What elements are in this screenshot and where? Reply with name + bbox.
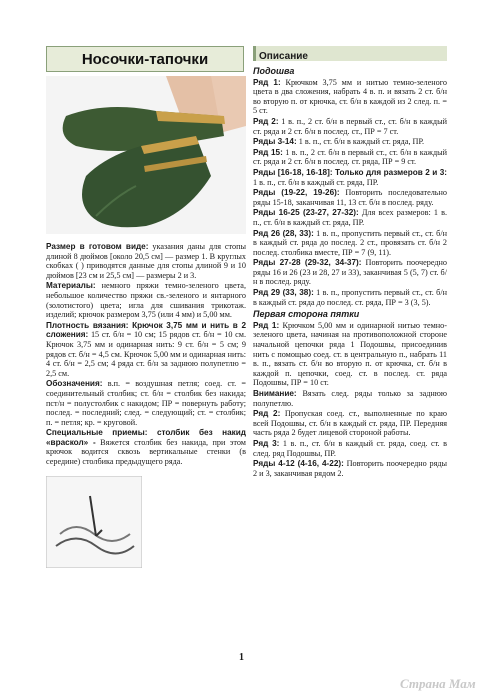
stitch-diagram [46, 476, 142, 568]
heel-row-item: Внимание: Вязать след. ряды только за заднюю полупетлю. [253, 389, 447, 408]
para-abbreviations: Обозначения: в.п. = воздушная петля; соед. ст. = соединительный столбик; ст. б/н = столбик без накида; пст/н = полустолбик с накидом; ПР = повернуть работу; послед. = последний; след. = следующий; ст. = столбик; п. = петля; кр. = круговой. [46, 379, 246, 427]
heel-row-item: Ряд 1: Крючком 5,00 мм и одинарной нитью темно-зеленого цвета, начиная на противоположной стороне начальной цепочки ряда 1 Подошвы, присоединив нить с помощью соед. ст. в центральную п., набрать 11 в. п., вязать ст. б/н во вторую п. от крючка, ст. б/н в каждой п. цепочки, соед. ст. в послед. ст. ряда Подошвы, ПР = 10 ст. [253, 320, 447, 388]
para-special: Специальные приемы: столбик без накид «враскол» - Вяжется столбик без накида, при этом крючок водится сквозь вертикальные стенки (в середине) столбика предыдущего ряда. [46, 428, 246, 467]
row-item: Ряд 15: 1 в. п., 2 ст. б/н в первый ст., ст. б/н в каждый ст. ряда и 2 ст. б/н в послед. ст. ряда, ПР = 9 ст. [253, 147, 447, 167]
right-column [253, 46, 447, 479]
left-column [46, 46, 246, 573]
right-text [253, 67, 447, 478]
subheading-sole: Подошва [253, 66, 295, 76]
row-item: Ряды 3-14: 1 в. п., ст. б/н в каждый ст. ряда, ПР. [253, 137, 425, 147]
row-item: Ряд 26 (28, 33): 1 в. п., пропустить первый ст., ст. б/н в каждый ст. ряда до послед. 2 ст., провязать ст. б/н 2 послед. столбика вместе, ПР = 7 (9, 11). [253, 228, 447, 257]
heel-row-item: Ряд 3: 1 в. п., ст. б/н в каждый ст. ряда, соед. ст. в след. ряд Подошвы, ПР. [253, 438, 447, 458]
watermark-logo: Страна Мам [400, 676, 476, 691]
left-text [46, 242, 246, 467]
row-item: Ряды 16-25 (23-27, 27-32): Для всех размеров: 1 в. п., ст. б/н в каждый ст. ряда, ПР. [253, 208, 448, 227]
para-materials: Материалы: немного пряжи темно-зеленого цвета, небольшое количество пряжи св.-зеленого и янтарного (золотистого) цвета; игла для сшивания трикотаж. изделий; крючок размером 3,75 (или 4 мм) и 5,00 мм. [46, 281, 246, 320]
row-item: Ряд 2: 1 в. п., 2 ст. б/н в первый ст., ст. б/н в каждый ст. ряда и 2 ст. б/н в послед. ст., ПР = 7 ст. [253, 116, 447, 136]
row-item: Ряды [16-18, 16-18]: Только для размеров 2 и 3: 1 в. п., ст. б/н в каждый ст. ряда, ПР. [253, 167, 447, 187]
row-item: Ряды 27-28 (29-32, 34-37): Повторить поочередно ряды 16 и 26 (23 и 28, 27 и 33), заканчивая 5 (5, 7) ст. б/н в послед. ряду. [253, 258, 448, 287]
title-box [46, 46, 244, 72]
section-header: Описание [253, 46, 447, 61]
page-title: Носочки-тапочки [81, 50, 209, 68]
subheading-heel: Первая сторона пятки [253, 309, 360, 320]
heel-row-item: Ряды 4-12 (4-16, 4-22): Повторить поочередно ряды 2 и 3, заканчивая рядом 2. [253, 459, 448, 478]
socks-illustration [46, 76, 246, 234]
row-item: Ряды (19-22, 19-26): Повторить последовательно ряды 15-18, заканчивая 11, 13 ст. б/н в послед. ряду. [253, 188, 447, 207]
para-size: Размер в готовом виде: указания даны для стопы длиной 8 дюймов [около 20,5 см] — размер 1. В круглых скобках ( ) приводятся данные для стопы длиной 9 и 10 дюймов [23 см и 25,5 см] — размеры 2 и 3. [46, 242, 247, 280]
para-gauge: Плотность вязания: Крючок 3,75 мм и нить в 2 сложения: 15 ст. б/н = 10 см; 15 рядов ст. б/н = 10 см. Крючок 3,75 мм и одинарная нить: 9 ст. б/н = 5 см; 9 рядов ст. б/н = 4,5 см. Крючок 5,00 мм и одинарная нить: 4 ст. б/н = 2,5 см; 4 ряда ст. б/н за заднюю полупетлю = 2,5 см. [46, 320, 246, 378]
page-number: 1 [239, 652, 244, 663]
heel-row-item: Ряд 2: Пропуская соед. ст., выполненные по краю всей Подошвы, ст. б/н в каждый ст. ряда, ПР. Передняя часть ряда 2 будет лицевой стороной работы. [253, 409, 447, 438]
row-item: Ряд 29 (33, 38): 1 в. п., пропустить первый ст., ст. б/н в каждый ст. ряда до послед. ст. ряда, ПР = 3 (3, 5). [253, 288, 447, 307]
slipper-socks-photo [46, 76, 246, 234]
row-item: Ряд 1: Крючком 3,75 мм и нитью темно-зеленого цвета в два сложения, набрать 4 в. п. и вязать 2 ст. б/н во вторую п. от крючка, ст. б/н в каждой из 2 след. п. = 5 ст. [253, 77, 447, 116]
